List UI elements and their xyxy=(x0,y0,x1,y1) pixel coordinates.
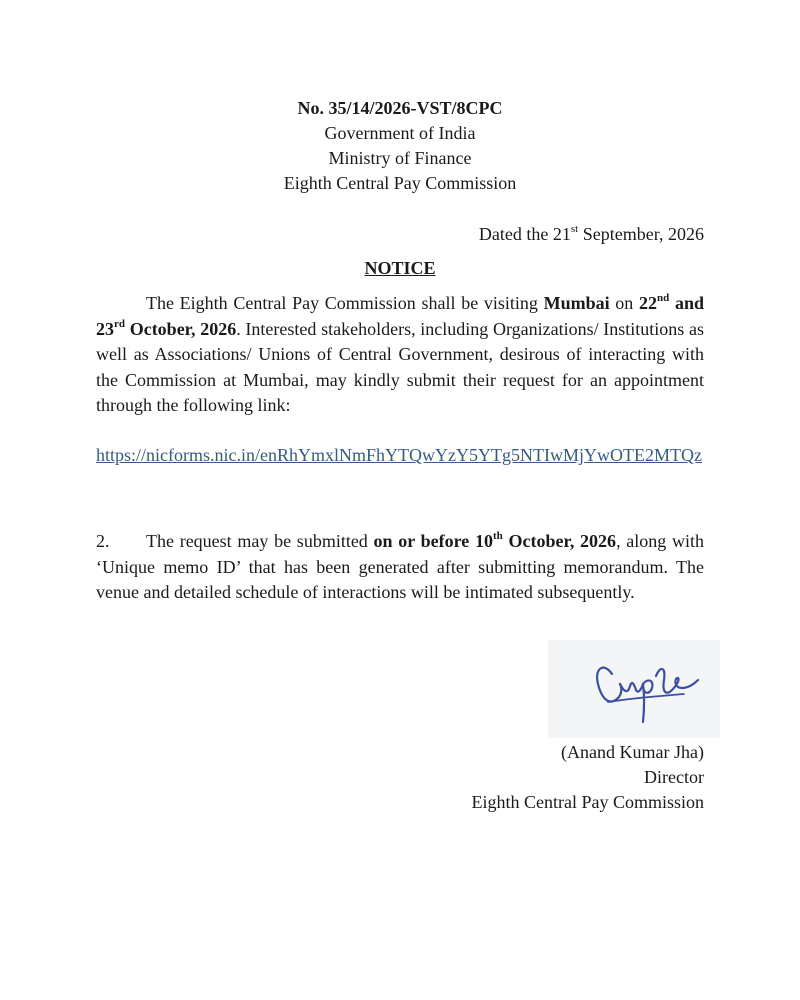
header-ministry: Ministry of Finance xyxy=(328,148,472,168)
signature-icon xyxy=(548,640,720,738)
date-sup: st xyxy=(570,223,579,235)
signature-image xyxy=(548,640,720,738)
appointment-form-link[interactable]: https://nicforms.nic.in/enRhYmxlNmFhYTQwYzY5YTg5NTIwMjYwOTE2MTQz xyxy=(96,445,702,465)
p1-text-1: The Eighth Central Pay Commission shall be visiting xyxy=(146,293,544,313)
header-commission: Eighth Central Pay Commission xyxy=(283,173,517,193)
paragraph-1 xyxy=(96,291,704,419)
p2-text-1: The request may be submitted xyxy=(146,531,374,551)
p2-number: 2. xyxy=(96,531,110,551)
p1-text-2: on xyxy=(609,293,640,313)
paragraph-2 xyxy=(96,529,704,606)
header-government: Government of India xyxy=(324,123,476,143)
date-suffix: September, 2026 xyxy=(578,224,704,244)
p2-deadline: on or before 10th October, 2026 xyxy=(373,530,617,551)
p1-city: Mumbai xyxy=(543,293,610,313)
p1-text-3: . Interested stakeholders, including Organizations/ Institutions as well as Associations/ Unions of Central Government, desirous of interacting with the Commission at Mumbai, may kindly submit their request for an appointment through the following link: xyxy=(96,318,705,415)
signatory-name: (Anand Kumar Jha) xyxy=(561,742,704,762)
signatory-office: Eighth Central Pay Commission xyxy=(471,792,704,812)
date-prefix: Dated the 21 xyxy=(478,224,571,244)
date-line xyxy=(479,222,704,247)
notice-title: NOTICE xyxy=(364,258,436,278)
reference-number: No. 35/14/2026-VST/8CPC xyxy=(297,98,503,118)
letter-header xyxy=(0,96,800,196)
p1-visit-dates: 22nd and 23rd October, 2026 xyxy=(96,292,704,339)
signatory-designation: Director xyxy=(644,767,704,787)
signatory-block xyxy=(472,740,705,815)
p2-text-2: , along with ‘Unique memo ID’ that has been generated after submitting memorandum. The venue and detailed schedule of interactions will be intimated subsequently. xyxy=(96,531,704,602)
